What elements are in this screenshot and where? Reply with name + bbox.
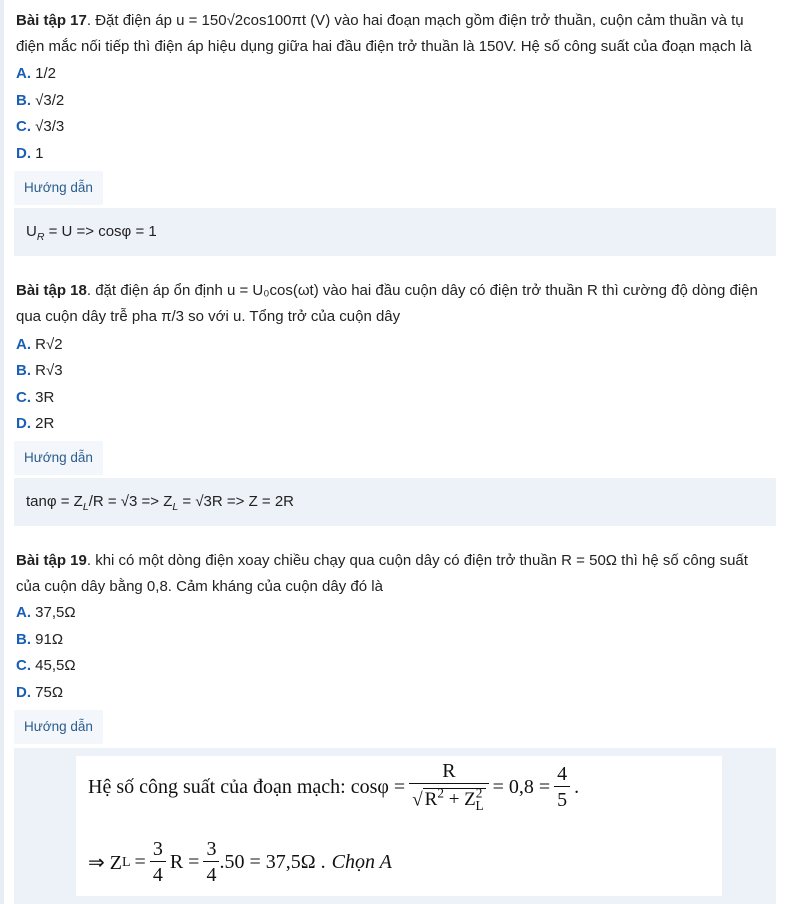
question-19-text: . khi có một dòng điện xoay chiều chạy qua cuộn dây có điện trở thuần R = 50Ω thì hệ số công suất của cuộn dây bằng 0,8. Cảm kháng của cuộn dây đó là	[16, 552, 748, 595]
question-18-answer: $\tan\varphi = Z_L/R = √3 => Z_L = √3R => Z = 2R$	[26, 493, 295, 513]
solution-line-2	[88, 838, 392, 887]
option-text: √3/2	[35, 92, 65, 109]
left-border	[0, 0, 4, 904]
question-18-option-b[interactable]	[16, 358, 63, 384]
option-text: 1	[35, 145, 44, 162]
question-18-guide-toggle[interactable]: Hướng dẫn	[14, 441, 103, 475]
fraction-numerator: 4	[554, 763, 570, 787]
fraction-numerator: 3	[203, 838, 219, 862]
option-text: 37,5Ω	[35, 604, 76, 621]
question-17-answer: $U_R = U => \cos\varphi = 1$	[26, 223, 157, 243]
option-text: R√2	[35, 336, 63, 353]
question-18-option-d[interactable]	[16, 411, 54, 437]
option-key: B.	[16, 362, 31, 379]
question-19-option-d[interactable]	[16, 680, 63, 706]
option-key: D.	[16, 415, 31, 432]
option-text: 3R	[35, 389, 55, 406]
question-17-guide-toggle[interactable]: Hướng dẫn	[14, 171, 103, 205]
question-17	[16, 8, 776, 60]
question-19-option-c[interactable]	[16, 653, 76, 679]
option-key: D.	[16, 684, 31, 701]
solution-choice: Chọn A	[331, 851, 392, 873]
solution-line-2-end: .50 = 37,5Ω .	[219, 851, 326, 873]
question-19	[16, 548, 776, 600]
option-key: C.	[16, 389, 31, 406]
question-19-label: Bài tập 19	[16, 552, 87, 569]
question-17-option-b[interactable]	[16, 88, 64, 114]
option-key: A.	[16, 604, 31, 621]
fraction-numerator: R	[409, 760, 488, 784]
solution-line-1-end: .	[574, 775, 580, 798]
option-text: 45,5Ω	[35, 657, 76, 674]
solution-zl-subscript: L	[121, 854, 131, 870]
option-key: A.	[16, 336, 31, 353]
fraction-four-fifths	[554, 763, 570, 812]
question-19-guide-toggle[interactable]: Hướng dẫn	[14, 710, 103, 744]
option-text: R√3	[35, 362, 63, 379]
question-18-answer-box	[14, 478, 776, 526]
fraction-r-over-z	[409, 760, 488, 814]
solution-line-1-text: Hệ số công suất của đoạn mạch: cosφ =	[88, 775, 406, 798]
question-17-option-a[interactable]	[16, 61, 56, 87]
question-17-text: . Đặt điện áp u = 150√2cos100πt (V) vào hai đoạn mạch gồm điện trở thuần, cuộn cảm thuần và tụ điện mắc nối tiếp thì điện áp hiệu dụng giữa hai đầu điện trở thuần là 150V. Hệ số công suất của đoạn mạch là	[16, 12, 752, 55]
question-17-option-d[interactable]	[16, 141, 44, 167]
fraction-denominator: 5	[557, 788, 568, 811]
question-17-option-c[interactable]	[16, 114, 64, 140]
solution-line-2-prefix: ⇒ Z	[88, 852, 122, 874]
solution-equals: =	[134, 851, 146, 873]
question-19-option-b[interactable]	[16, 627, 63, 653]
option-text: 91Ω	[35, 631, 64, 648]
question-18-option-c[interactable]	[16, 385, 54, 411]
solution-line-1-mid: = 0,8 =	[492, 775, 551, 798]
question-17-answer-box	[14, 208, 776, 256]
question-18-text: . đặt điện áp ổn định u = U₀cos(ωt) vào hai đầu cuộn dây có điện trở thuần R thì cường độ dòng điện qua cuộn dây trễ pha π/3 so với u. Tổng trở của cuộn dây	[16, 282, 758, 325]
fraction-three-quarters-1	[150, 838, 166, 887]
option-text: √3/3	[35, 118, 65, 135]
option-text: 75Ω	[35, 684, 64, 701]
fraction-numerator: 3	[150, 838, 166, 862]
option-key: C.	[16, 657, 31, 674]
option-key: B.	[16, 92, 31, 109]
question-19-solution-image	[76, 756, 722, 896]
fraction-denominator: 4	[152, 864, 163, 886]
question-18-label: Bài tập 18	[16, 282, 87, 299]
solution-line-2-mid: R =	[169, 851, 200, 873]
fraction-three-quarters-2	[203, 838, 219, 887]
option-key: B.	[16, 631, 31, 648]
question-18-option-a[interactable]	[16, 332, 63, 358]
question-18	[16, 278, 776, 330]
option-text: 2R	[35, 415, 55, 432]
fraction-denominator: 4	[206, 864, 217, 886]
option-key: A.	[16, 65, 31, 82]
option-text: 1/2	[35, 65, 57, 82]
option-key: C.	[16, 118, 31, 135]
question-17-label: Bài tập 17	[16, 12, 87, 29]
solution-line-1	[88, 760, 579, 814]
question-19-option-a[interactable]	[16, 600, 76, 626]
fraction-denominator: √ $R^2 + Z^2_L$	[412, 786, 484, 814]
option-key: D.	[16, 145, 31, 162]
